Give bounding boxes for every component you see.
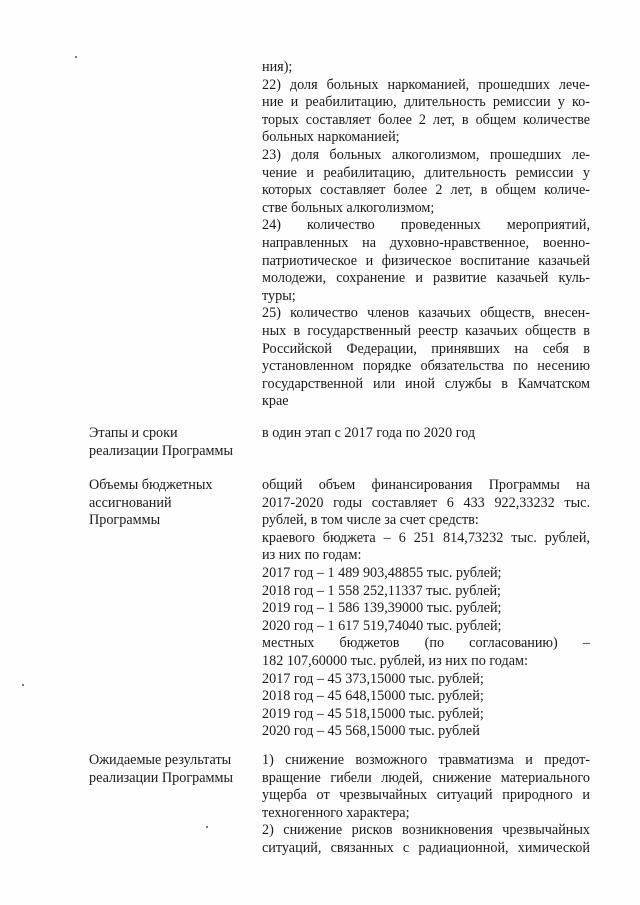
indicator-text-line: молодежи, сохранение и развитие казачьей куль- (262, 270, 590, 287)
row-value-line: 2020 год – 1 617 519,74040 тыс. рублей; (262, 617, 502, 634)
row-value-line: местных бюджетов (по согласованию) – (262, 635, 590, 652)
row-label-line: Программы (89, 512, 161, 529)
indicator-text-line: ных в государственный реестр казачьих обществ в (262, 322, 590, 339)
row-value-line: из них по годам: (262, 547, 362, 564)
indicator-text-line: ния); (262, 59, 293, 75)
row-label-line: реализации Программы (89, 769, 234, 786)
row-value-line: 2017 год – 45 373,15000 тыс. рублей; (262, 670, 484, 687)
row-value-line: 2018 год – 1 558 252,11337 тыс. рублей; (262, 582, 501, 599)
row-label-line: Ожидаемые результаты (89, 752, 232, 768)
stages-value (262, 425, 590, 443)
row-label-line: реализации Программы (89, 442, 234, 459)
budget-value (262, 477, 590, 741)
indicator-text-line: патриотическое и физическое воспитание казачьей (262, 252, 590, 269)
scan-speck (75, 56, 77, 58)
indicator-text-line: стве больных алкоголизмом; (262, 199, 435, 216)
row-value-line: 2017-2020 годы составляет 6 433 922,33232 тыс. (262, 494, 590, 511)
row-value-line: 2018 год – 45 648,15000 тыс. рублей; (262, 688, 484, 705)
indicator-text-line: торых составляет более 2 лет, в общем количестве (262, 111, 590, 128)
indicator-text-line: Российской Федерации, принявших на себя в (262, 340, 590, 357)
row-value-line: общий объем финансирования Программы на (262, 477, 590, 493)
indicator-text-line: крае (262, 393, 289, 410)
row-value-line: вращение гибели людей, снижение материального (262, 769, 590, 786)
indicator-text-line: чение и реабилитацию, длительность ремиссии у (262, 164, 590, 181)
row-value-line: 2019 год – 45 518,15000 тыс. рублей; (262, 705, 484, 722)
indicator-text-line: больных наркоманией; (262, 129, 400, 146)
row-value-line: в один этап с 2017 года по 2020 год (262, 425, 476, 441)
row-value-line: 2017 год – 1 489 903,48855 тыс. рублей; (262, 564, 502, 581)
row-value-line: 2019 год – 1 586 139,39000 тыс. рублей; (262, 600, 502, 617)
indicator-text-line: ние и реабилитацию, длительность ремиссии у ко- (262, 94, 590, 111)
row-value-line: 2020 год – 45 568,15000 тыс. рублей (262, 723, 480, 740)
indicator-text-line: установленном порядке обязательства по несению (262, 358, 590, 375)
scan-speck (22, 684, 24, 686)
row-value-line: ущерба от чрезвычайных ситуаций природного и (262, 787, 590, 804)
budget-label (89, 477, 259, 530)
row-value-line: техногенного характера; (262, 804, 410, 821)
row-value-line: 182 107,60000 тыс. рублей, из них по годам: (262, 652, 528, 669)
indicator-text-line: которых составляет более 2 лет, в общем количе- (262, 182, 590, 199)
row-label-line: ассигнований (89, 494, 172, 511)
results-label (89, 752, 259, 787)
indicator-text-line: государственной или иной службы в Камчатском (262, 375, 590, 392)
stages-label (89, 425, 259, 460)
row-value-line: 2) снижение рисков возникновения чрезвычайных (262, 822, 590, 839)
row-label-line: Этапы и сроки (89, 425, 178, 441)
row-label-line: Объемы бюджетных (89, 477, 213, 493)
results-value (262, 752, 590, 858)
row-value-line: 1) снижение возможного травматизма и предот- (262, 752, 590, 768)
indicator-text-line: направленных на духовно-нравственное, военно- (262, 234, 590, 251)
indicator-text-line: 23) доля больных алкоголизмом, прошедших ле- (262, 146, 590, 163)
row-value-line: краевого бюджета – 6 251 814,73232 тыс. рублей, (262, 529, 590, 546)
scan-speck (206, 826, 208, 828)
indicator-text-line: 22) доля больных наркоманией, прошедших лече- (262, 76, 590, 93)
indicator-text-line: туры; (262, 287, 296, 304)
indicator-text-line: 25) количество членов казачьих обществ, внесен- (262, 305, 590, 322)
indicator-text-line: 24) количество проведенных мероприятий, (262, 217, 590, 234)
indicators-list-continued (262, 59, 590, 411)
row-value-line: рублей, в том числе за счет средств: (262, 512, 479, 529)
row-value-line: ситуаций, связанных с радиационной, химической (262, 839, 590, 856)
